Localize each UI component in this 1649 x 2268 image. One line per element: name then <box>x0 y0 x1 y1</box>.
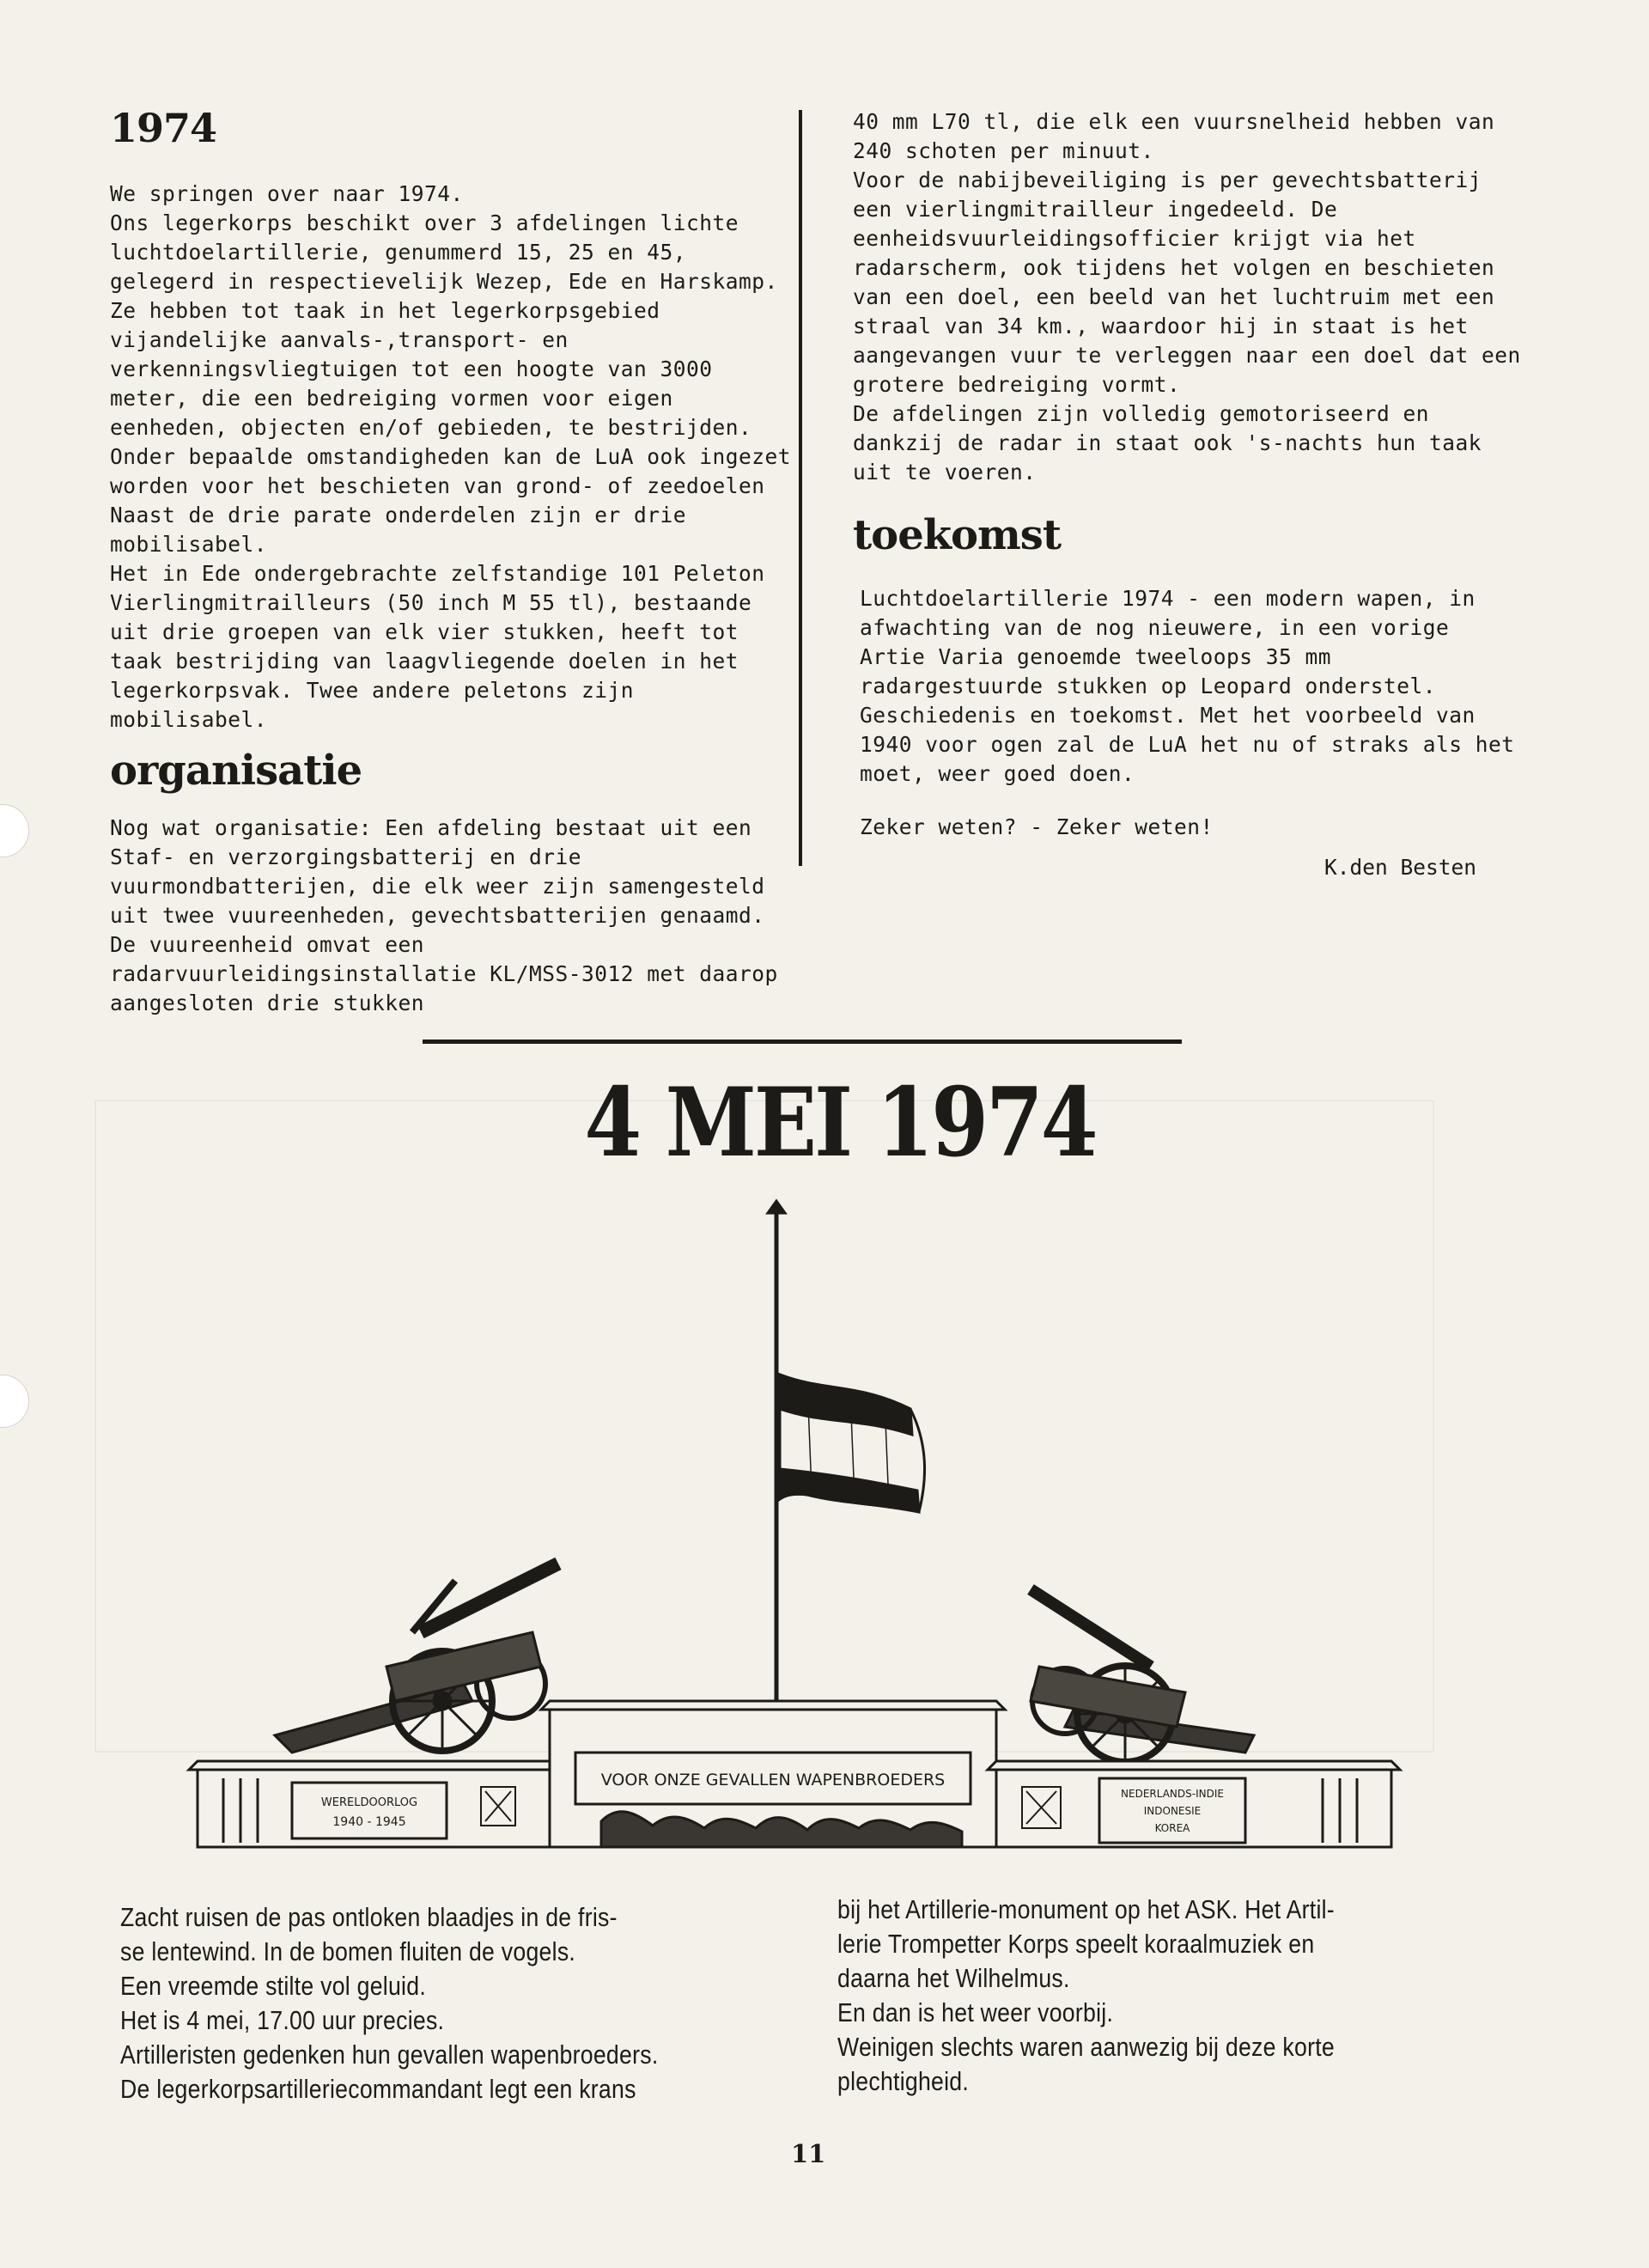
text-line: lerie Trompetter Korps speelt koraalmuziek en <box>837 1929 1315 1959</box>
plaque-left-years: 1940 - 1945 <box>332 1815 406 1829</box>
plaque-right-line2: INDONESIE <box>1143 1805 1202 1817</box>
text-line: Zacht ruisen de pas ontloken blaadjes in de fris- <box>120 1902 618 1932</box>
paragraph: De vuureenheid omvat een radarvuurleidingsinstallatie KL/MSS-3012 met daarop aangesloten drie stukken <box>110 932 778 1016</box>
text-line: Het is 4 mei, 17.00 uur precies. <box>120 2005 445 2035</box>
plaque-right-line3: KOREA <box>1154 1822 1190 1834</box>
paragraph: De afdelingen zijn volledig gemotoriseerd en dankzij de radar in staat ook 's-nachts hun taak uit te voeren. <box>853 401 1482 485</box>
text-line: Een vreemde stilte vol geluid. <box>120 1971 426 2001</box>
text-line: Weinigen slechts waren aanwezig bij deze korte <box>837 2032 1335 2062</box>
right-cannon <box>1031 1589 1254 1762</box>
paragraph: Geschiedenis en toekomst. Met het voorbeeld van 1940 voor ogen zal de LuA het nu of straks als het moet, weer goed doen. <box>860 702 1515 786</box>
column-divider <box>799 110 802 866</box>
paragraph: Ons legerkorps beschikt over 3 afdelingen lichte luchtdoelartillerie, genummerd 15, 25 en 45, gelegerd in respectievelijk Wezep, Ede en Harskamp. <box>110 210 778 294</box>
flag-half-mast <box>780 1375 925 1512</box>
text-line: De legerkorpsartilleriecommandant legt een krans <box>120 2074 636 2104</box>
text-line: bij het Artillerie-monument op het ASK. Het Artil- <box>837 1894 1335 1924</box>
paragraph: Nog wat organisatie: Een afdeling bestaat uit een Staf- en verzorgingsbatterij en drie vuurmondbatterijen, die elk weer zijn samengesteld uit twee vuureenheden, gevechtsbatterijen genaamd. <box>110 815 765 929</box>
closing-line: Zeker weten? - Zeker weten! <box>860 814 1214 839</box>
paragraph: Naast de drie parate onderdelen zijn er drie mobilisabel. <box>110 502 687 557</box>
paragraph: We springen over naar 1974. <box>110 180 464 206</box>
punch-hole <box>0 1375 29 1428</box>
right-column <box>853 107 1523 842</box>
paragraph: Het in Ede ondergebrachte zelfstandige 101 Peleton Vierlingmitrailleurs (50 inch M 55 tl), bestaande uit drie groepen van elk vier stukken, heeft tot taak bestrijding van laagvliegende doelen in het legerkorpsvak. Twee andere peletons zijn mobilisabel. <box>110 560 765 732</box>
left-column <box>110 107 797 1018</box>
right-pedestal <box>988 1761 1400 1847</box>
text-line: daarna het Wilhelmus. <box>837 1963 1070 1993</box>
paragraph: Luchtdoelartillerie 1974 - een modern wapen, in afwachting van de nog nieuwere, in een vorige Artie Varia genoemde tweeloops 35 mm radargestuurde stukken op Leopard onderstel. <box>860 585 1476 698</box>
bottom-left-text <box>120 1900 830 2106</box>
left-cannon <box>275 1564 558 1753</box>
bottom-right-text <box>837 1893 1547 2099</box>
text-line: Artilleristen gedenken hun gevallen wapenbroeders. <box>120 2039 659 2070</box>
memorial-title: 4 MEI 1974 <box>584 1066 1096 1179</box>
section-heading-organisatie: organisatie <box>110 746 362 795</box>
author-signature: K.den Besten <box>1324 855 1477 880</box>
section-heading-toekomst: toekomst <box>853 511 1061 559</box>
flagpole-top <box>768 1201 785 1213</box>
paragraph: Onder bepaalde omstandigheden kan de LuA ook ingezet worden voor het beschieten van grond- of zeedoelen <box>110 443 792 498</box>
artillery-monument-illustration <box>172 1186 1426 1873</box>
section-heading-1974: 1974 <box>110 105 217 151</box>
punch-hole <box>0 804 29 857</box>
section-divider <box>423 1040 1182 1044</box>
text-line: En dan is het weer voorbij. <box>837 1997 1114 2027</box>
plaque-left-text: WERELDOORLOG <box>320 1796 418 1809</box>
text-line: plechtigheid. <box>837 2066 970 2096</box>
text-line: se lentewind. In de bomen fluiten de vogels. <box>120 1936 576 1966</box>
paragraph: 40 mm L70 tl, die elk een vuursnelheid hebben van 240 schoten per minuut. <box>853 109 1495 163</box>
plaque-right-line1: NEDERLANDS-INDIE <box>1121 1788 1224 1800</box>
paragraph: Ze hebben tot taak in het legerkorpsgebied vijandelijke aanvals-,transport- en verkenningsvliegtuigen tot een hoogte van 3000 meter, die een bedreiging vormen voor eigen eenheden, objecten en/of gebieden, te bestrijden. <box>110 297 752 440</box>
paragraph: Voor de nabijbeveiliging is per gevechtsbatterij een vierlingmitrailleur ingedeeld. De eenheidsvuurleidingsofficier krijgt via het radarscherm, ook tijdens het volgen en beschieten van een doel, een beeld van het luchtruim met een straal van 34 km., waardoor hij in staat is het aangevangen vuur te verleggen naar een doel dat een grotere bedreiging vormt. <box>853 168 1521 397</box>
page-number: 11 <box>791 2139 826 2168</box>
plaque-center-text: VOOR ONZE GEVALLEN WAPENBROEDERS <box>600 1771 946 1789</box>
